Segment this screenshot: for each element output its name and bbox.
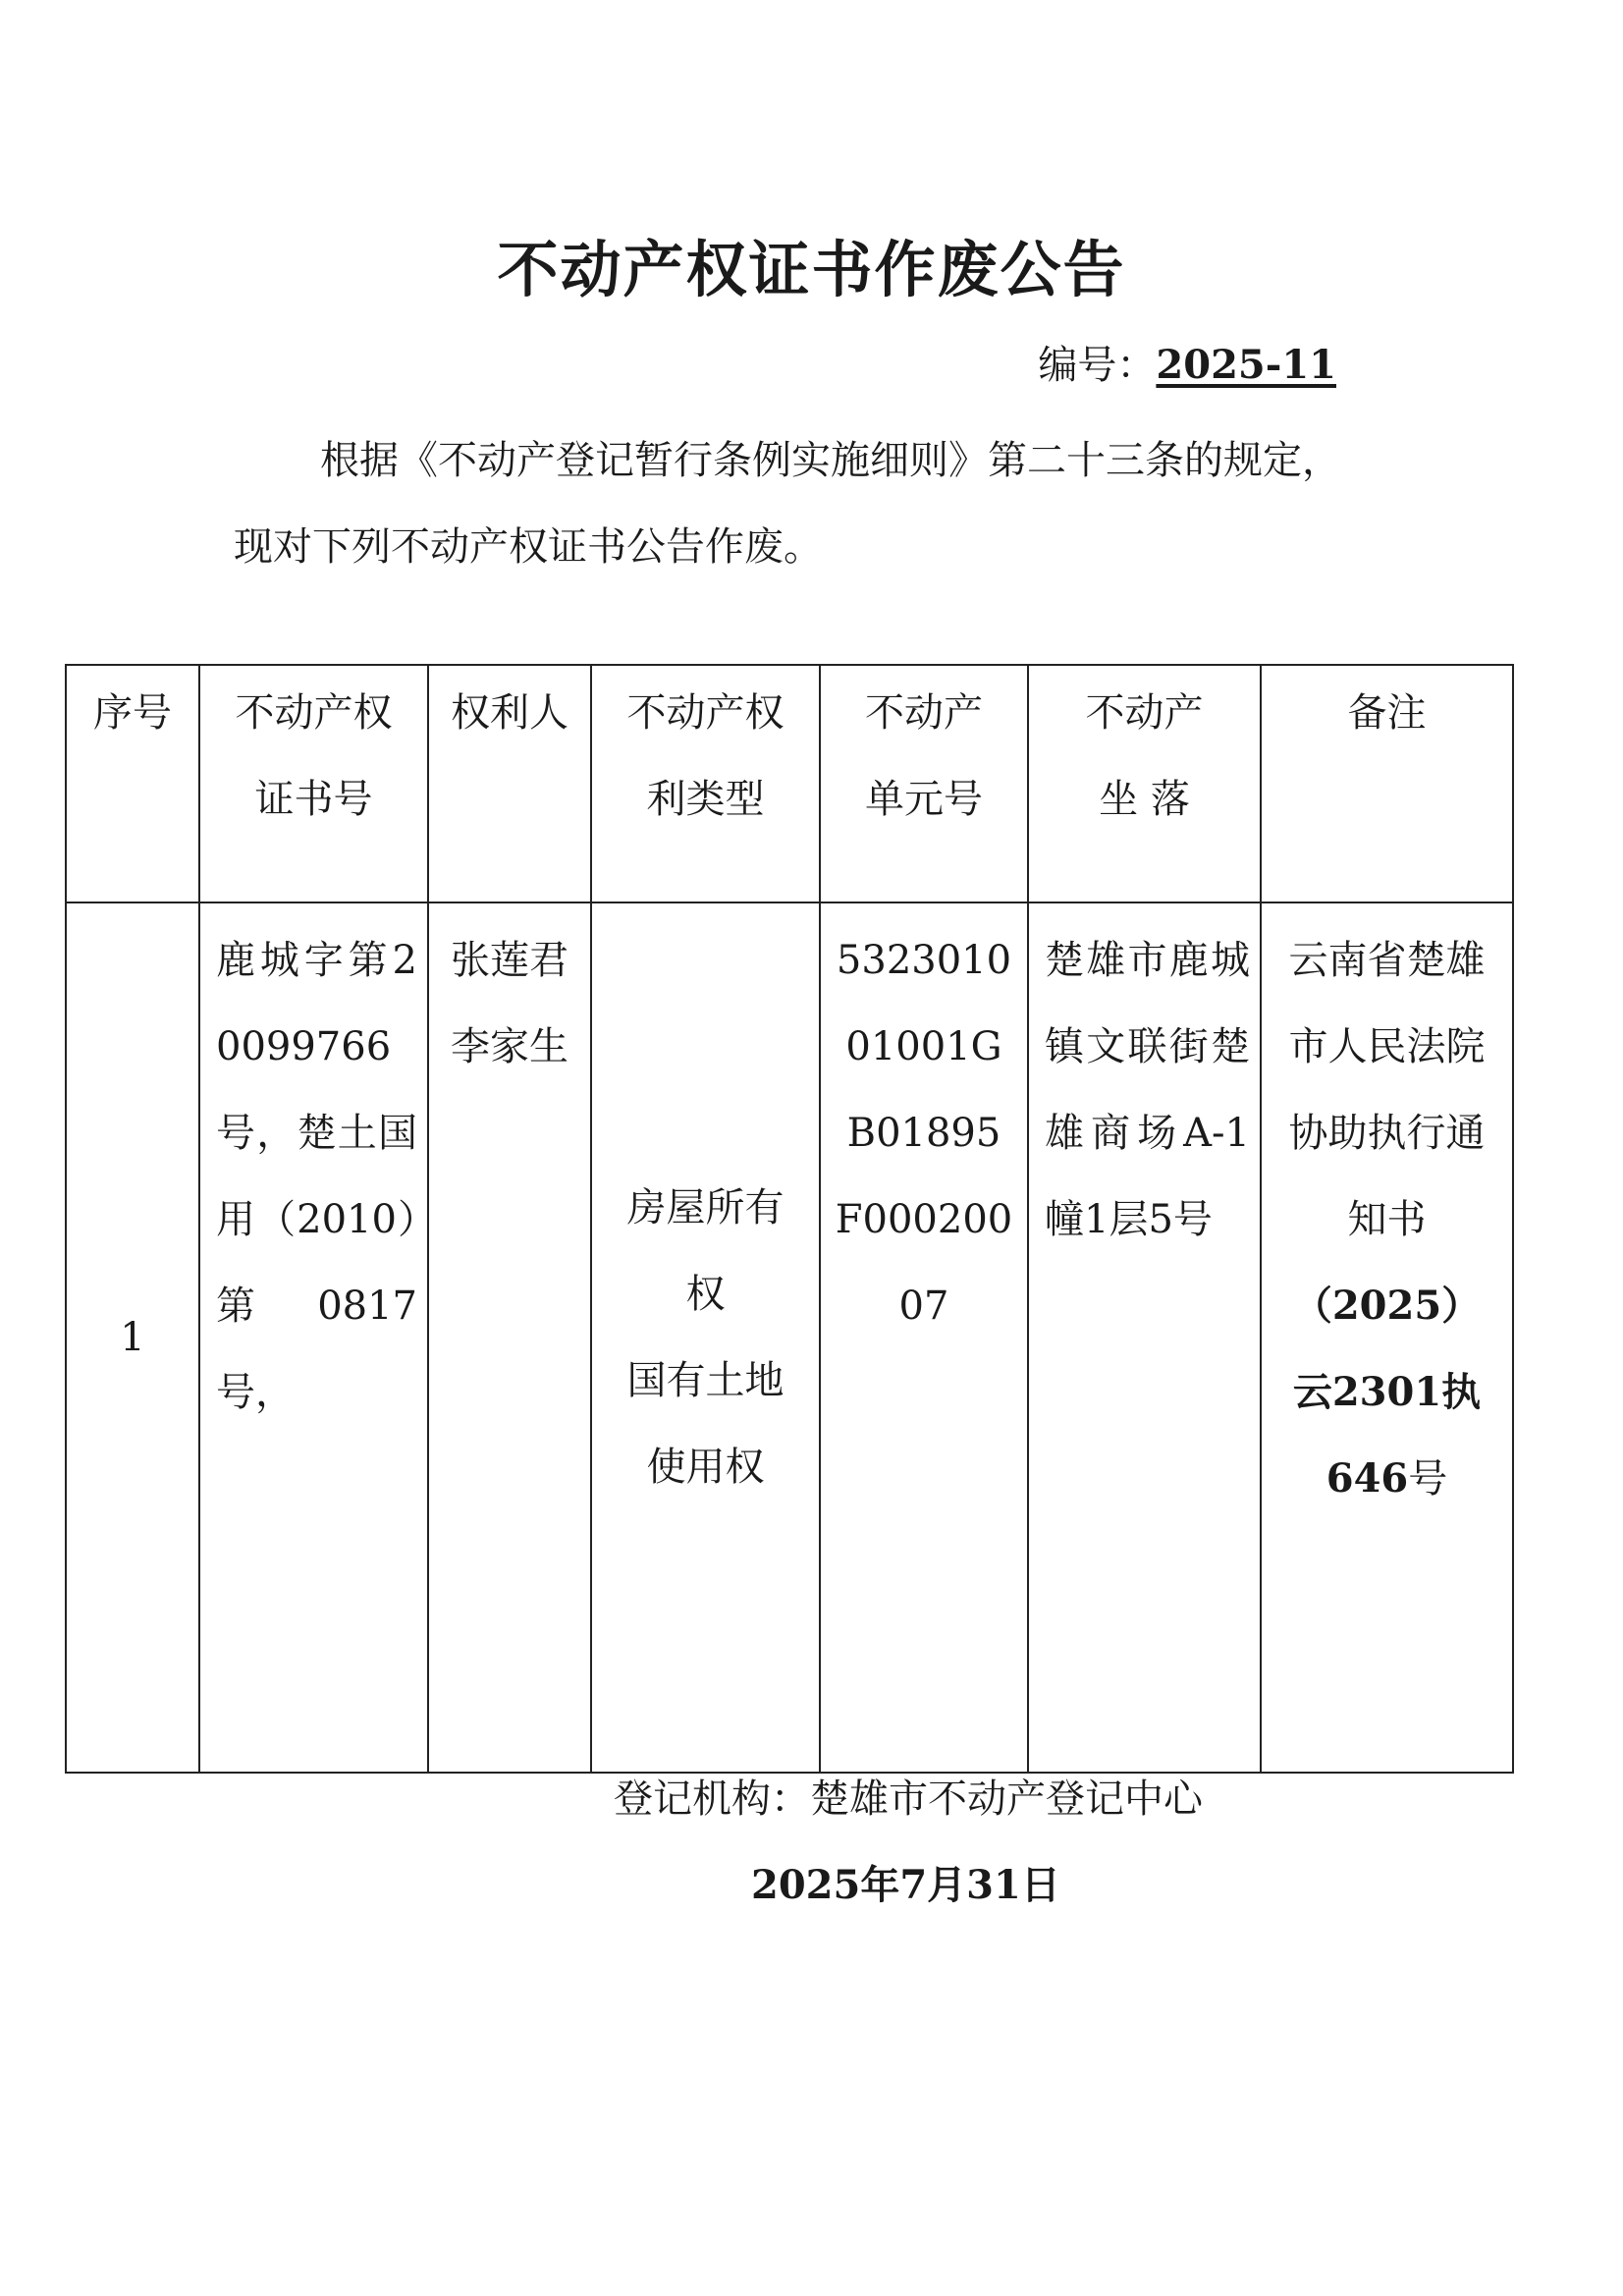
table-row [66, 902, 1513, 1773]
right-type-item: 房屋所有权 [626, 1185, 784, 1317]
header-remark: 备注 [1261, 665, 1513, 902]
announcement-date-text: 2025年7月31日 [751, 1862, 1060, 1908]
cell-right-type [591, 902, 820, 1773]
cell-holders [428, 902, 591, 1773]
cell-location: 楚雄市鹿城镇文联街楚雄商场A-1幢1层5号 [1028, 902, 1261, 1773]
certificate-table [65, 664, 1514, 1774]
cell-seq: 1 [66, 902, 199, 1773]
cell-remark [1261, 902, 1513, 1773]
registration-organization: 登记机构：楚雄市不动产登记中心 [614, 1777, 1203, 1822]
right-type-item: 国有土地使用权 [626, 1358, 784, 1490]
document-number-value: 2025-11 [1156, 342, 1336, 388]
header-holder: 权利人 [428, 665, 591, 902]
cell-unit-no: 532301001001GB01895F00020007 [820, 902, 1028, 1773]
header-right-type: 不动产权利类型 [591, 665, 820, 902]
header-cert-no: 不动产权证书号 [199, 665, 428, 902]
page-title: 不动产权证书作废公告 [497, 234, 1126, 305]
header-unit-no: 不动产单元号 [820, 665, 1028, 902]
header-seq: 序号 [66, 665, 199, 902]
document-number [1038, 334, 1336, 390]
remark-text: 云南省楚雄市人民法院协助执行通知书 [1288, 938, 1486, 1242]
intro-paragraph: 根据《不动产登记暂行条例实施细则》第二十三条的规定，现对下列不动产权证书公告作废。 [234, 438, 1341, 570]
header-location: 不动产坐 落 [1028, 665, 1261, 902]
remark-suffix: 号 [1408, 1456, 1448, 1502]
remark-case-number: （2025）云2301执646 [1292, 1283, 1482, 1502]
document-number-label: 编号： [1038, 343, 1157, 388]
cell-cert-no: 鹿城字第20099766号，楚土国用（2010）第 0817号， [199, 902, 428, 1773]
holder-name: 张莲君 [451, 938, 568, 983]
holder-name: 李家生 [451, 1024, 568, 1069]
table-header-row [66, 665, 1513, 902]
announcement-date [751, 1854, 1060, 1910]
